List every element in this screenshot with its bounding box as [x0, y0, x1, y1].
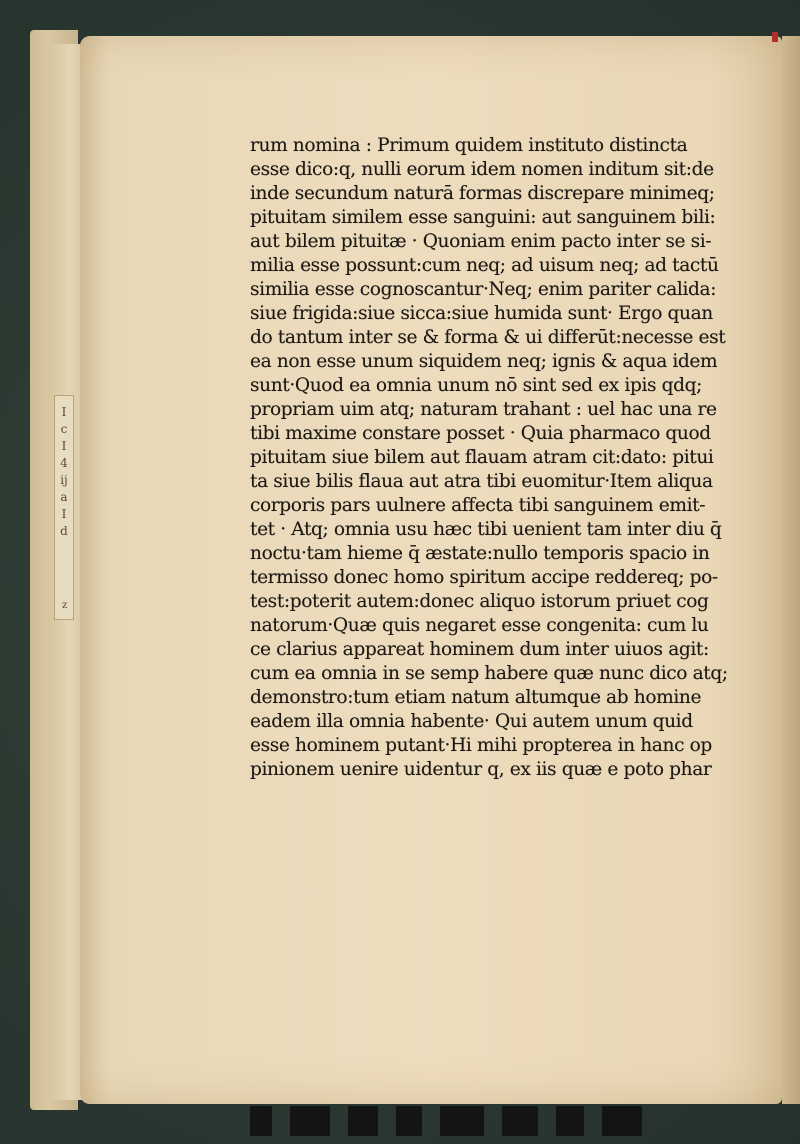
text-line: milia esse possunt:cum neq; ad uisum neq; ad tactū: [250, 255, 719, 276]
text-line: do tantum inter se & forma & ui differūt:necesse est: [250, 327, 726, 348]
body-text: [250, 134, 740, 782]
slip-mark: I: [61, 405, 67, 419]
text-line: tibi maxime constare posset · Quia pharmaco quod: [250, 423, 711, 444]
text-line: aut bilem pituitæ · Quoniam enim pacto inter se si-: [250, 231, 712, 252]
text-line: pituitam similem esse sanguini: aut sanguinem bili:: [250, 207, 716, 228]
text-line: esse dico:q, nulli eorum idem nomen inditum sit:de: [250, 159, 714, 180]
text-line: demonstro:tum etiam natum altumque ab homine: [250, 687, 702, 708]
slip-mark: d: [60, 524, 68, 538]
slip-mark: I: [61, 439, 67, 453]
text-line: inde secundum naturā formas discrepare minimeq;: [250, 183, 715, 204]
page-edge: [782, 36, 800, 1104]
slip-mark: c: [60, 422, 68, 436]
text-line: ta siue bilis flaua aut atra tibi euomitur·Item aliqua: [250, 471, 713, 492]
text-line: propriam uim atq; naturam trahant : uel hac una re: [250, 399, 717, 420]
red-ribbon-tab: [772, 32, 778, 42]
text-line: pinionem uenire uidentur q, ex iis quæ e poto phar: [250, 759, 712, 780]
edge-bar: [250, 1106, 272, 1136]
text-line: rum nomina : Primum quidem instituto distincta: [250, 135, 688, 156]
text-line: pituitam siue bilem aut flauam atram cit:dato: pitui: [250, 447, 714, 468]
text-line: noctu·tam hieme q̄ æstate:nullo temporis spacio in: [250, 543, 710, 564]
text-line: eadem illa omnia habente· Qui autem unum quid: [250, 711, 693, 732]
edge-bar: [502, 1106, 538, 1136]
text-line: sunt·Quod ea omnia unum nō sint sed ex ipis qdq;: [250, 375, 703, 396]
text-line: corporis pars uulnere affecta tibi sanguinem emit-: [250, 495, 706, 516]
slip-mark: I: [61, 507, 67, 521]
text-line: natorum·Quæ quis negaret esse congenita: cum lu: [250, 615, 709, 636]
text-line: esse hominem putant·Hi mihi propterea in hanc op: [250, 735, 712, 756]
text-line: ce clarius appareat hominem dum inter uiuos agit:: [250, 639, 709, 660]
slip-mark: a: [60, 490, 68, 504]
page-edge-bars: [250, 1106, 730, 1136]
text-line: similia esse cognoscantur·Neq; enim pariter calida:: [250, 279, 717, 300]
text-line: siue frigida:siue sicca:siue humida sunt· Ergo quan: [250, 303, 713, 324]
edge-bar: [556, 1106, 584, 1136]
edge-bar: [440, 1106, 484, 1136]
text-line: tet · Atq; omnia usu hæc tibi uenient tam inter diu q̄: [250, 519, 722, 540]
edge-bar: [290, 1106, 330, 1136]
slip-mark: z: [62, 600, 68, 611]
edge-bar: [602, 1106, 642, 1136]
text-line: cum ea omnia in se semp habere quæ nunc dico atq;: [250, 663, 728, 684]
text-line: termisso donec homo spiritum accipe reddereq; po-: [250, 567, 718, 588]
text-line: test:poterit autem:donec aliquo istorum priuet cog: [250, 591, 709, 612]
slip-mark: 4: [60, 456, 68, 470]
slip-mark: ij: [60, 473, 68, 487]
text-line: ea non esse unum siquidem neq; ignis & aqua idem: [250, 351, 718, 372]
shelf-slip: [54, 395, 74, 620]
edge-bar: [348, 1106, 378, 1136]
edge-bar: [396, 1106, 422, 1136]
